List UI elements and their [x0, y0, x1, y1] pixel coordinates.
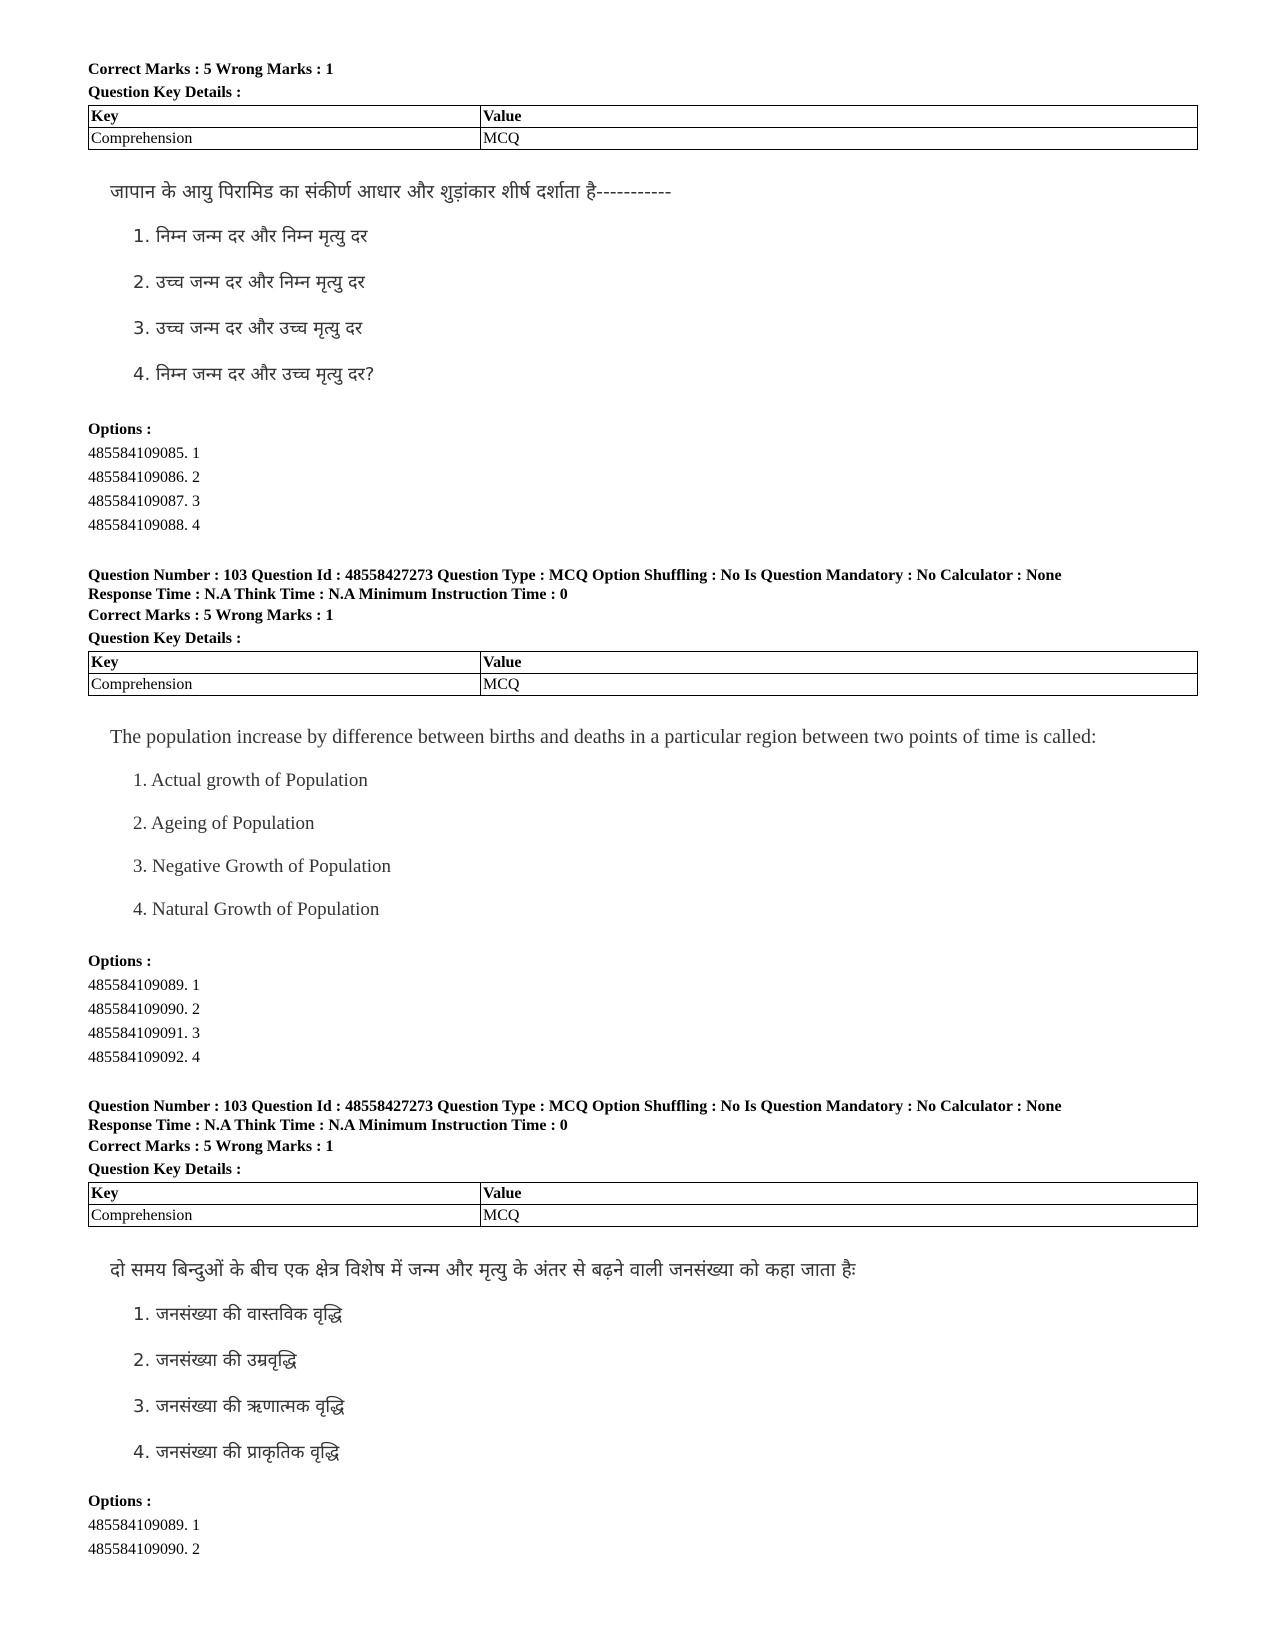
choice-1: 1. जनसंख्या की वास्तविक वृद्धि	[133, 1304, 343, 1325]
table-header-row	[89, 652, 1198, 674]
choice-4: 4. Natural Growth of Population	[133, 899, 380, 920]
question-text-1: जापान के आयु पिरामिड का संकीर्ण आधार और शुड़ांकार शीर्ष दर्शाता है-----------	[110, 181, 672, 203]
option-id: 485584109089. 1	[88, 1517, 200, 1534]
choice-1: 1. Actual growth of Population	[133, 770, 368, 791]
option-id: 485584109090. 2	[88, 1001, 200, 1018]
table-row	[89, 674, 1198, 696]
question-header-line-2: Response Time : N.A Think Time : N.A Minimum Instruction Time : 0	[88, 1117, 568, 1134]
key-details-table	[88, 651, 1198, 696]
table-cell-value: MCQ	[481, 674, 1198, 696]
table-row	[89, 128, 1198, 150]
option-id: 485584109087. 3	[88, 493, 200, 510]
table-cell-key: Comprehension	[89, 1205, 481, 1227]
key-details-label: Question Key Details :	[88, 1161, 242, 1178]
key-details-table	[88, 1182, 1198, 1227]
table-header-key: Key	[89, 106, 481, 128]
option-id: 485584109092. 4	[88, 1049, 200, 1066]
table-header-value: Value	[481, 1183, 1198, 1205]
options-list-1	[88, 418, 200, 538]
question-block-2	[88, 566, 1198, 696]
question-text-2: The population increase by difference between births and deaths in a particular region between two points of time is called:	[110, 726, 1097, 748]
options-label: Options :	[88, 421, 152, 438]
marks-line: Correct Marks : 5 Wrong Marks : 1	[88, 1138, 334, 1155]
key-details-label: Question Key Details :	[88, 630, 242, 647]
table-header-key: Key	[89, 652, 481, 674]
table-row	[89, 1205, 1198, 1227]
choice-2: 2. Ageing of Population	[133, 813, 315, 834]
option-id: 485584109089. 1	[88, 977, 200, 994]
choice-3: 3. Negative Growth of Population	[133, 856, 392, 877]
option-id: 485584109085. 1	[88, 445, 200, 462]
marks-line: Correct Marks : 5 Wrong Marks : 1	[88, 61, 334, 78]
table-cell-value: MCQ	[481, 1205, 1198, 1227]
table-cell-value: MCQ	[481, 128, 1198, 150]
options-list-3	[88, 1490, 200, 1562]
question-block-1	[88, 58, 1198, 150]
table-header-row	[89, 106, 1198, 128]
table-cell-key: Comprehension	[89, 674, 481, 696]
option-id: 485584109086. 2	[88, 469, 200, 486]
table-header-value: Value	[481, 106, 1198, 128]
table-cell-key: Comprehension	[89, 128, 481, 150]
table-header-row	[89, 1183, 1198, 1205]
option-id: 485584109091. 3	[88, 1025, 200, 1042]
question-text-3: दो समय बिन्दुओं के बीच एक क्षेत्र विशेष में जन्म और मृत्यु के अंतर से बढ़ने वाली जनसंख्या को कहा जाता हैः	[110, 1259, 856, 1281]
choice-2: 2. जनसंख्या की उम्रवृद्धि	[133, 1350, 297, 1371]
question-header-line-2: Response Time : N.A Think Time : N.A Minimum Instruction Time : 0	[88, 586, 568, 603]
choice-2: 2. उच्च जन्म दर और निम्न मृत्यु दर	[133, 272, 365, 293]
choice-1: 1. निम्न जन्म दर और निम्न मृत्यु दर	[133, 226, 368, 247]
choice-3: 3. जनसंख्या की ऋणात्मक वृद्धि	[133, 1396, 345, 1417]
question-block-3	[88, 1097, 1198, 1227]
choice-4: 4. जनसंख्या की प्राकृतिक वृद्धि	[133, 1442, 340, 1463]
key-details-label: Question Key Details :	[88, 84, 242, 101]
option-id: 485584109088. 4	[88, 517, 200, 534]
marks-line: Correct Marks : 5 Wrong Marks : 1	[88, 607, 334, 624]
options-label: Options :	[88, 953, 152, 970]
question-header-line-1: Question Number : 103 Question Id : 48558427273 Question Type : MCQ Option Shuffling : No Is Question Mandatory : No Calculator : None	[88, 1098, 1062, 1115]
key-details-table	[88, 105, 1198, 150]
options-label: Options :	[88, 1493, 152, 1510]
table-header-value: Value	[481, 652, 1198, 674]
choice-4: 4. निम्न जन्म दर और उच्च मृत्यु दर?	[133, 364, 375, 385]
options-list-2	[88, 950, 200, 1070]
option-id: 485584109090. 2	[88, 1541, 200, 1558]
question-header-line-1: Question Number : 103 Question Id : 48558427273 Question Type : MCQ Option Shuffling : No Is Question Mandatory : No Calculator : None	[88, 567, 1062, 584]
table-header-key: Key	[89, 1183, 481, 1205]
choice-3: 3. उच्च जन्म दर और उच्च मृत्यु दर	[133, 318, 363, 339]
